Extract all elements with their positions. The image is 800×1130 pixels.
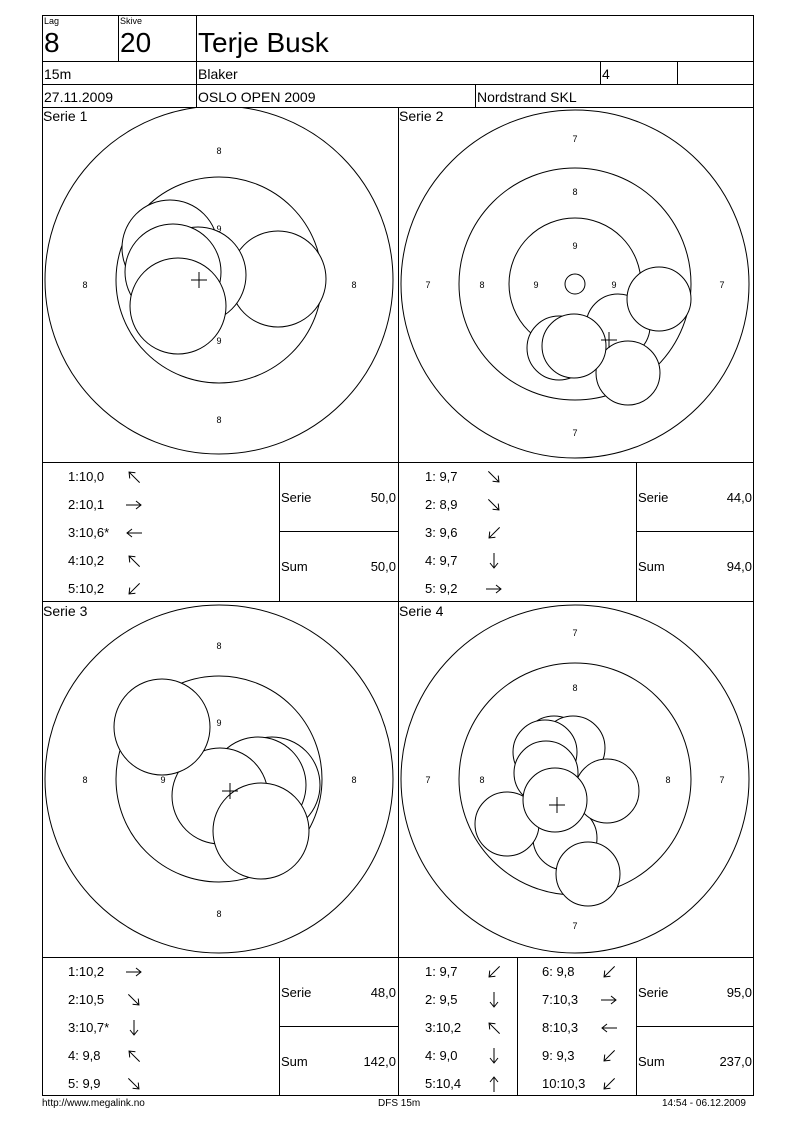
direction-arrow-icon — [125, 1047, 143, 1065]
svg-text:7: 7 — [572, 428, 578, 438]
shot-score: 1:10,2 — [68, 964, 105, 979]
club-name: Nordstrand SKL — [477, 89, 577, 105]
shot-direction — [125, 496, 143, 514]
serie-label: Serie — [638, 985, 669, 1000]
svg-text:9: 9 — [216, 224, 222, 234]
sum-value: 237,0 — [719, 1054, 752, 1069]
sum-value: 94,0 — [726, 559, 752, 574]
shot-score: 9: 9,3 — [542, 1048, 575, 1063]
shot-direction — [125, 991, 143, 1009]
shot-score: 3:10,7* — [68, 1020, 110, 1035]
lag-label: Lag — [44, 16, 60, 26]
direction-arrow-icon — [485, 1075, 503, 1093]
shot-score: 5:10,4 — [425, 1076, 462, 1091]
target-serie-1 — [43, 108, 398, 462]
direction-arrow-icon — [485, 580, 503, 598]
svg-text:9: 9 — [160, 775, 166, 785]
serie-value: 44,0 — [726, 490, 752, 505]
shot-direction — [485, 1047, 503, 1065]
shot-direction — [485, 991, 503, 1009]
skive-value: 20 — [120, 27, 152, 58]
direction-arrow-icon — [125, 524, 143, 542]
ring-label: 8 — [216, 146, 222, 156]
class-value: 4 — [602, 66, 610, 82]
direction-arrow-icon — [600, 1047, 618, 1065]
svg-text:8: 8 — [572, 683, 578, 693]
sum-value: 50,0 — [370, 559, 396, 574]
shot-direction — [600, 1075, 618, 1093]
shot-score: 10:10,3 — [542, 1076, 586, 1091]
sum-label: Sum — [638, 1054, 665, 1069]
shot-direction — [125, 1075, 143, 1093]
svg-text:9: 9 — [216, 718, 222, 728]
direction-arrow-icon — [600, 963, 618, 981]
shot-score: 7:10,3 — [542, 992, 579, 1007]
direction-arrow-icon — [125, 580, 143, 598]
direction-arrow-icon — [485, 1019, 503, 1037]
ring-label: 8 — [216, 415, 222, 425]
direction-arrow-icon — [485, 552, 503, 570]
shot-score: 2:10,5 — [68, 992, 105, 1007]
serie-1-title: Serie 1 — [43, 108, 88, 124]
shot-score: 4: 9,7 — [425, 553, 458, 568]
lag-value: 8 — [44, 27, 60, 58]
shot-hole — [556, 842, 620, 906]
direction-arrow-icon — [125, 496, 143, 514]
svg-text:7: 7 — [572, 921, 578, 931]
svg-text:8: 8 — [572, 187, 578, 197]
shot-hole — [114, 679, 210, 775]
shot-direction — [600, 963, 618, 981]
direction-arrow-icon — [600, 1019, 618, 1037]
sum-label: Sum — [281, 559, 308, 574]
svg-text:7: 7 — [572, 134, 578, 144]
svg-text:9: 9 — [611, 280, 617, 290]
svg-text:8: 8 — [665, 775, 671, 785]
direction-arrow-icon — [485, 963, 503, 981]
shot-score: 2: 9,5 — [425, 992, 458, 1007]
shot-score: 4: 9,8 — [68, 1048, 101, 1063]
target-serie-3 — [43, 603, 398, 957]
target-serie-4 — [399, 603, 754, 957]
date: 27.11.2009 — [44, 89, 114, 105]
shot-direction — [125, 963, 143, 981]
footer-center: DFS 15m — [378, 1098, 421, 1109]
serie-3-title: Serie 3 — [43, 603, 88, 619]
direction-arrow-icon — [125, 468, 143, 486]
serie-label: Serie — [638, 490, 669, 505]
shot-score: 4: 9,0 — [425, 1048, 458, 1063]
skive-label: Skive — [120, 16, 143, 26]
svg-text:7: 7 — [719, 280, 725, 290]
shot-direction — [600, 991, 618, 1009]
shot-score: 4:10,2 — [68, 553, 105, 568]
shot-score: 6: 9,8 — [542, 964, 575, 979]
shot-score: 3:10,2 — [425, 1020, 462, 1035]
serie-label: Serie — [281, 490, 312, 505]
event-name: OSLO OPEN 2009 — [198, 89, 316, 105]
svg-text:7: 7 — [572, 628, 578, 638]
direction-arrow-icon — [485, 524, 503, 542]
svg-text:8: 8 — [351, 775, 357, 785]
shot-score: 1: 9,7 — [425, 964, 458, 979]
svg-text:8: 8 — [82, 775, 88, 785]
serie-label: Serie — [281, 985, 312, 1000]
svg-text:8: 8 — [216, 641, 222, 651]
shot-direction — [600, 1019, 618, 1037]
shot-direction — [485, 468, 503, 486]
svg-text:8: 8 — [479, 775, 485, 785]
shot-hole — [542, 314, 606, 378]
shot-direction — [600, 1047, 618, 1065]
shot-direction — [125, 1019, 143, 1037]
direction-arrow-icon — [485, 1047, 503, 1065]
direction-arrow-icon — [485, 468, 503, 486]
shot-score: 1: 9,7 — [425, 469, 458, 484]
shot-score: 2: 8,9 — [425, 497, 458, 512]
serie-value: 95,0 — [726, 985, 752, 1000]
direction-arrow-icon — [125, 963, 143, 981]
sum-label: Sum — [281, 1054, 308, 1069]
shot-direction — [485, 1019, 503, 1037]
svg-text:8: 8 — [216, 909, 222, 919]
shot-direction — [485, 524, 503, 542]
direction-arrow-icon — [125, 552, 143, 570]
serie-2-title: Serie 2 — [399, 108, 444, 124]
svg-text:7: 7 — [425, 280, 431, 290]
svg-text:9: 9 — [572, 241, 578, 251]
shot-score: 3: 9,6 — [425, 525, 458, 540]
club-place: Blaker — [198, 66, 238, 82]
shot-hole — [213, 783, 309, 879]
shot-direction — [125, 468, 143, 486]
ring-label: 8 — [82, 280, 88, 290]
shot-hole — [627, 267, 691, 331]
footer-url[interactable]: http://www.megalink.no — [42, 1098, 145, 1109]
shot-score: 5: 9,2 — [425, 581, 458, 596]
shot-direction — [125, 552, 143, 570]
serie-value: 50,0 — [370, 490, 396, 505]
shot-direction — [485, 963, 503, 981]
shot-hole — [523, 768, 587, 832]
shot-score: 8:10,3 — [542, 1020, 579, 1035]
shot-score: 2:10,1 — [68, 497, 105, 512]
direction-arrow-icon — [485, 991, 503, 1009]
shot-direction — [485, 552, 503, 570]
shot-direction — [125, 524, 143, 542]
shot-direction — [125, 580, 143, 598]
svg-text:9: 9 — [533, 280, 539, 290]
serie-value: 48,0 — [370, 985, 396, 1000]
shooter-name: Terje Busk — [198, 27, 329, 58]
shot-score: 3:10,6* — [68, 525, 110, 540]
shot-hole — [130, 258, 226, 354]
shot-score: 5: 9,9 — [68, 1076, 101, 1091]
svg-text:9: 9 — [216, 336, 222, 346]
svg-text:7: 7 — [425, 775, 431, 785]
direction-arrow-icon — [125, 1075, 143, 1093]
serie-4-title: Serie 4 — [399, 603, 444, 619]
direction-arrow-icon — [600, 991, 618, 1009]
sum-label: Sum — [638, 559, 665, 574]
shot-direction — [485, 496, 503, 514]
footer-timestamp: 14:54 - 06.12.2009 — [662, 1098, 746, 1109]
direction-arrow-icon — [600, 1075, 618, 1093]
svg-text:8: 8 — [479, 280, 485, 290]
shot-direction — [125, 1047, 143, 1065]
direction-arrow-icon — [125, 1019, 143, 1037]
distance: 15m — [44, 66, 72, 82]
sum-value: 142,0 — [363, 1054, 396, 1069]
shot-score: 1:10,0 — [68, 469, 105, 484]
shot-direction — [485, 580, 503, 598]
svg-text:7: 7 — [719, 775, 725, 785]
direction-arrow-icon — [485, 496, 503, 514]
target-serie-2 — [399, 108, 754, 462]
shot-direction — [485, 1075, 503, 1093]
ring-label: 8 — [351, 280, 357, 290]
direction-arrow-icon — [125, 991, 143, 1009]
shot-score: 5:10,2 — [68, 581, 105, 596]
